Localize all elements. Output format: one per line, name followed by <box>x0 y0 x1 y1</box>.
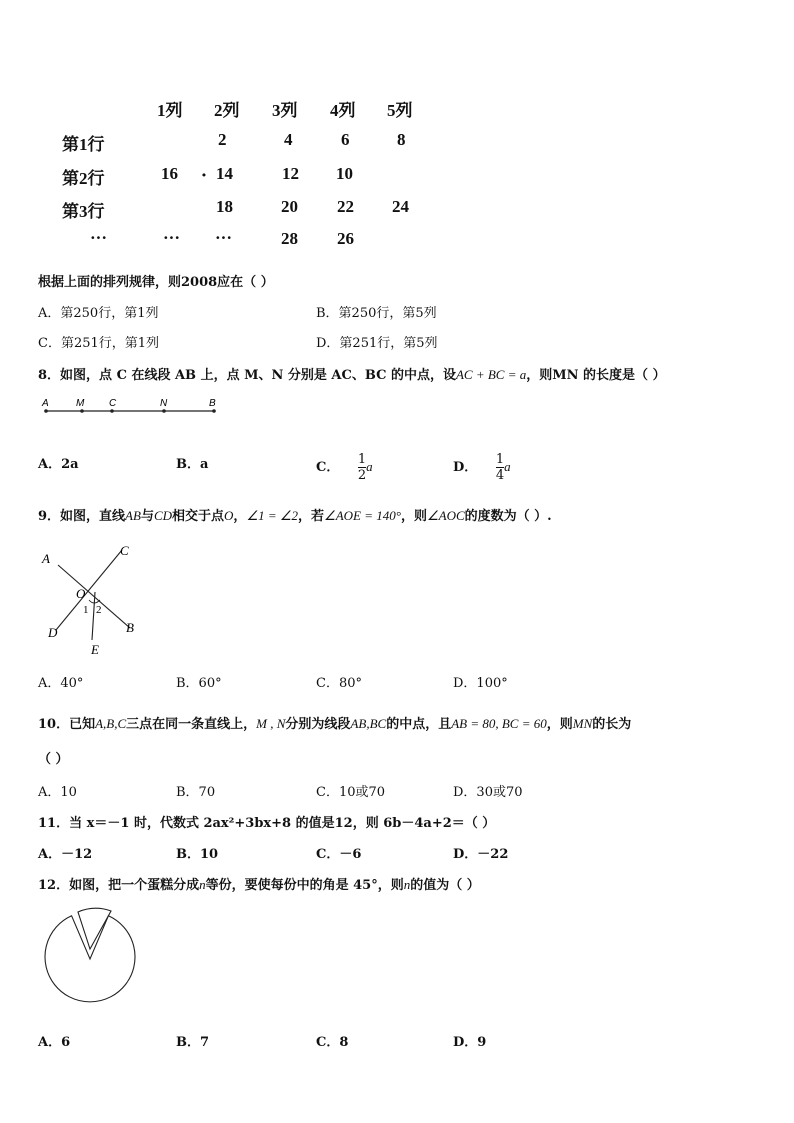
row-label: 第2行 <box>62 169 105 188</box>
q11-option-b[interactable]: B．10 <box>176 847 219 862</box>
q12-stem: 12．如图，把一个蛋糕分成n等份，要使每份中的角是 45°，则n的值为（ ） <box>38 877 480 893</box>
line-cd <box>56 550 122 630</box>
q9-option-c[interactable]: C．80° <box>316 676 362 691</box>
label-e: E <box>91 642 99 657</box>
q10-paren: （ ） <box>38 752 69 767</box>
q10-stem: 10．已知A,B,C三点在同一条直线上，M , N分别为线段AB,BC的中点，且AB = 80, BC = 60，则MN的长为 <box>38 716 632 732</box>
label-2: 2 <box>96 604 102 616</box>
q11-option-d[interactable]: D．－22 <box>453 847 509 862</box>
q12-option-a[interactable]: A．6 <box>38 1035 71 1050</box>
table-cell: 6 <box>341 130 350 149</box>
row-label: ··· <box>90 228 108 247</box>
table-cell: 2 <box>218 130 227 149</box>
q11-option-a[interactable]: A．－12 <box>38 847 93 862</box>
col-header: 5列 <box>387 101 413 120</box>
table-cell: 22 <box>337 197 354 216</box>
table-cell: ··· <box>215 228 233 247</box>
q8-option-b[interactable]: B．a <box>176 457 209 472</box>
q11-stem: 11．当 x＝－1 时，代数式 2ax²+3bx+8 的值是12，则 6b－4a+2＝（ ） <box>38 816 496 831</box>
col-header: 2列 <box>214 101 240 120</box>
cake-outline <box>45 916 135 1002</box>
table-cell: ··· <box>163 228 181 247</box>
table-cell: 20 <box>281 197 298 216</box>
table-cell: 18 <box>216 197 233 216</box>
col-header: 3列 <box>272 101 298 120</box>
row-label: 第3行 <box>62 202 105 221</box>
ray-oe <box>92 592 95 640</box>
table-cell: 28 <box>281 229 298 248</box>
stray-dot: · <box>201 166 207 186</box>
q10-option-b[interactable]: B．70 <box>176 785 216 800</box>
q11-option-c[interactable]: C．－6 <box>316 847 362 862</box>
col-header: 4列 <box>330 101 356 120</box>
q9-option-a[interactable]: A．40° <box>38 676 84 691</box>
table-cell: 4 <box>284 130 293 149</box>
row-label: 第1行 <box>62 135 105 154</box>
q7-stem: 根据上面的排列规律，则2008应在（ ） <box>38 275 274 290</box>
q12-cake-diagram <box>42 907 138 1009</box>
label-n: N <box>160 398 168 409</box>
label-c: C <box>109 398 117 409</box>
label-a: A <box>42 551 50 566</box>
q7-option-c[interactable]: C．第251行，第1列 <box>38 336 160 351</box>
label-1: 1 <box>83 604 89 616</box>
line-ab <box>58 565 130 628</box>
table-cell: 24 <box>392 197 409 216</box>
table-cell: 16 <box>161 164 178 183</box>
table-cell: 10 <box>336 164 353 183</box>
q8-option-d[interactable]: D． $\frac{1}{4}$ a <box>453 452 511 483</box>
q10-option-a[interactable]: A．10 <box>38 785 77 800</box>
table-cell: 12 <box>282 164 299 183</box>
point-a <box>44 409 48 413</box>
point-n <box>162 409 166 413</box>
label-d: D <box>48 625 58 640</box>
table-cell: 14 <box>216 164 233 183</box>
q10-option-c[interactable]: C．10或70 <box>316 785 386 800</box>
table-cell: 8 <box>397 130 406 149</box>
q12-option-d[interactable]: D．9 <box>453 1035 487 1050</box>
q8-math: AC + BC = a <box>455 367 527 382</box>
label-m: M <box>76 398 85 409</box>
label-c: C <box>120 543 129 558</box>
q7-option-a[interactable]: A．第250行，第1列 <box>38 306 159 321</box>
q9-option-b[interactable]: B．60° <box>176 676 222 691</box>
label-b: B <box>209 398 216 409</box>
q8-stem: 8．如图，点 C 在线段 AB 上，点 M、N 分别是 AC、BC 的中点，设AC + BC = a，则MN 的长度是（ ） <box>38 367 666 383</box>
col-header: 1列 <box>157 101 183 120</box>
q12-option-b[interactable]: B．7 <box>176 1035 210 1050</box>
point-b <box>212 409 216 413</box>
q8-option-a[interactable]: A．2a <box>38 457 79 472</box>
label-o: O <box>76 586 86 601</box>
point-m <box>80 409 84 413</box>
q8-option-c[interactable]: C． $\frac{1}{2}$ a <box>316 452 373 483</box>
q7-option-d[interactable]: D．第251行，第5列 <box>316 336 438 351</box>
q9-option-d[interactable]: D．100° <box>453 676 508 691</box>
q9-stem: 9．如图，直线AB与CD相交于点O，∠1 = ∠2，若∠AOE = 140°，则∠AOC的度数为（ ）. <box>38 508 552 524</box>
label-a: A <box>42 398 49 409</box>
q9-angle-diagram <box>38 540 148 662</box>
label-b: B <box>126 620 134 635</box>
table-cell: 26 <box>337 229 354 248</box>
point-c <box>110 409 114 413</box>
q10-option-d[interactable]: D．30或70 <box>453 785 523 800</box>
q8-segment-diagram <box>36 396 226 418</box>
q7-option-b[interactable]: B．第250行，第5列 <box>316 306 437 321</box>
q12-option-c[interactable]: C．8 <box>316 1035 349 1050</box>
